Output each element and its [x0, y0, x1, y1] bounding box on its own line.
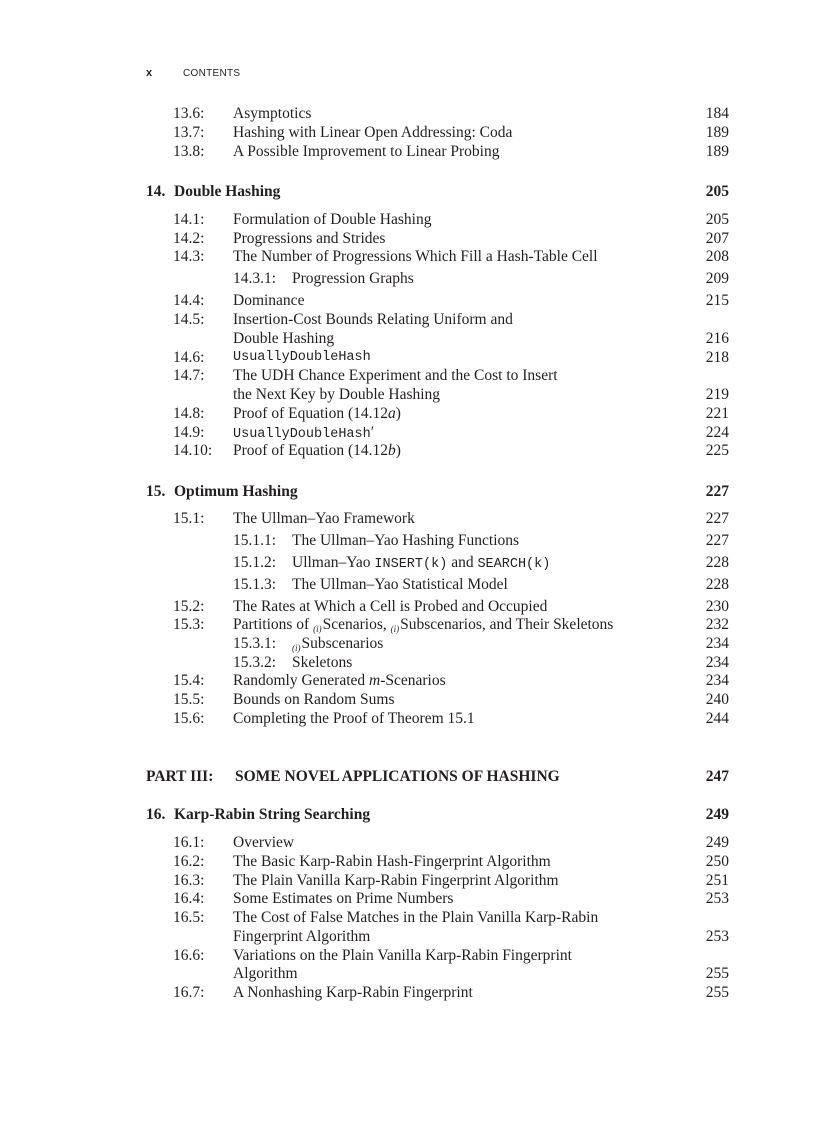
toc-entry-number: 16.6: [173, 947, 205, 964]
toc-entry-page: 189 [705, 143, 729, 160]
toc-entry-number: 13.6: [173, 105, 205, 122]
toc-entry-title-continued: the Next Key by Double Hashing [233, 386, 441, 403]
title-variable: b [387, 442, 396, 459]
toc-entry-number: 15.5: [173, 691, 205, 708]
toc-entry-number: 14.5: [173, 311, 205, 328]
chapter-number: 16. [146, 806, 166, 823]
toc-entry-13-6 [0, 104, 816, 123]
toc-entry-page: 227 [705, 532, 729, 549]
prime-mark: ′ [370, 424, 375, 441]
toc-entry-page: 216 [705, 330, 729, 347]
toc-entry-number: 14.9: [173, 424, 205, 441]
toc-entry-15-4 [0, 671, 816, 690]
toc-entry-number: 15.1.2: [233, 554, 277, 571]
toc-entry-title: Overview [233, 834, 295, 851]
toc-entry-page: 234 [705, 672, 729, 689]
toc-entry-number: 14.6: [173, 349, 205, 366]
toc-entry-14-3-1 [0, 269, 816, 288]
toc-entry-page: 221 [705, 405, 729, 422]
title-variable: m [369, 672, 381, 689]
toc-entry-title [233, 671, 446, 690]
toc-entry-13-8 [0, 142, 816, 161]
toc-chapter-14 [0, 182, 816, 201]
toc-entry-title: Progression Graphs [292, 270, 414, 287]
toc-entry-page: 244 [705, 710, 729, 727]
toc-entry-15-5 [0, 690, 816, 709]
chapter-title: Optimum Hashing [174, 483, 298, 500]
toc-entry-title: The Number of Progressions Which Fill a Hash-Table Cell [233, 248, 598, 265]
toc-entry-15-1-2 [0, 553, 816, 572]
toc-entry-page: 251 [705, 872, 729, 889]
toc-entry-title: The UDH Chance Experiment and the Cost to Insert [233, 367, 558, 384]
toc-entry-title: Bounds on Random Sums [233, 691, 395, 708]
toc-entry-title-continued: Fingerprint Algorithm [233, 928, 371, 945]
toc-entry-page: 228 [705, 576, 729, 593]
toc-entry-title: Completing the Proof of Theorem 15.1 [233, 710, 475, 727]
toc-entry-title: The Rates at Which a Cell is Probed and Occupied [233, 598, 548, 615]
toc-entry-title: Variations on the Plain Vanilla Karp-Rabin Fingerprint [233, 947, 572, 964]
toc-entry-title: The Ullman–Yao Hashing Functions [292, 532, 520, 549]
toc-entry-15-3-1 [0, 634, 816, 653]
toc-entry-number: 15.2: [173, 598, 205, 615]
toc-entry-14-7-cont [0, 385, 816, 404]
toc-entry-14-8 [0, 404, 816, 423]
toc-entry-page: 209 [705, 270, 729, 287]
toc-entry-16-2 [0, 852, 816, 871]
toc-entry-title: A Nonhashing Karp-Rabin Fingerprint [233, 984, 473, 1001]
toc-entry-number: 16.3: [173, 872, 205, 889]
toc-entry-page: 240 [705, 691, 729, 708]
title-text: Proof of Equation (14.12 [233, 405, 388, 422]
toc-entry-page: 249 [705, 834, 729, 851]
toc-entry-number: 13.8: [173, 143, 205, 160]
toc-entry-15-1-3 [0, 575, 816, 594]
chapter-page: 227 [705, 483, 729, 500]
toc-entry-16-5 [0, 908, 816, 927]
toc-entry-15-1 [0, 509, 816, 528]
title-text: Scenarios, [322, 616, 391, 633]
toc-entry-14-7 [0, 366, 816, 385]
toc-entry-title: Some Estimates on Prime Numbers [233, 890, 454, 907]
toc-entry-title: Skeletons [292, 654, 353, 671]
toc-entry-15-2 [0, 597, 816, 616]
toc-entry-title: A Possible Improvement to Linear Probing [233, 143, 500, 160]
toc-entry-number: 14.3: [173, 248, 205, 265]
toc-entry-15-1-1 [0, 531, 816, 550]
toc-entry-title-continued: Double Hashing [233, 330, 335, 347]
toc-entry-number: 16.4: [173, 890, 205, 907]
toc-entry-number: 14.1: [173, 211, 205, 228]
toc-entry-title: The Ullman–Yao Statistical Model [292, 576, 508, 593]
toc-entry-13-7 [0, 123, 816, 142]
part-title: SOME NOVEL APPLICATIONS OF HASHING [235, 768, 560, 785]
chapter-page: 205 [705, 183, 729, 200]
toc-entry-number: 15.4: [173, 672, 205, 689]
page-folio: x [146, 67, 153, 79]
chapter-title: Karp-Rabin String Searching [174, 806, 371, 823]
toc-entry-14-5-cont [0, 329, 816, 348]
toc-entry-number: 15.1.3: [233, 576, 277, 593]
toc-entry-14-2 [0, 229, 816, 248]
toc-chapter-16 [0, 805, 816, 824]
toc-entry-page: 208 [705, 248, 729, 265]
toc-entry-title: Progressions and Strides [233, 230, 386, 247]
toc-entry-page: 255 [705, 984, 729, 1001]
toc-entry-page: 228 [705, 554, 729, 571]
toc-entry-code-title: UsuallyDoubleHash [233, 427, 371, 442]
title-text: -Scenarios [380, 672, 446, 689]
toc-entry-code-title: UsuallyDoubleHash [233, 350, 371, 365]
presubscript: (i) [390, 624, 400, 634]
title-text: ) [395, 405, 401, 422]
toc-entry-number: 14.8: [173, 405, 205, 422]
toc-entry-number: 16.5: [173, 909, 205, 926]
toc-entry-15-6 [0, 709, 816, 728]
toc-entry-16-3 [0, 871, 816, 890]
chapter-number: 14. [146, 183, 166, 200]
toc-entry-title: Formulation of Double Hashing [233, 211, 432, 228]
toc-entry-16-5-cont [0, 927, 816, 946]
toc-entry-page: 234 [705, 635, 729, 652]
toc-entry-14-6 [0, 348, 816, 367]
toc-entry-page: 255 [705, 965, 729, 982]
toc-entry-page: 232 [705, 616, 729, 633]
code-insert: INSERT(k) [374, 557, 448, 572]
part-label: PART III: [146, 768, 214, 785]
toc-entry-title: Asymptotics [233, 105, 312, 122]
code-search: SEARCH(k) [477, 557, 551, 572]
title-text: Subscenarios [301, 635, 384, 652]
toc-entry-14-9 [0, 423, 816, 442]
title-text: Proof of Equation (14.12 [233, 442, 388, 459]
toc-entry-page: 218 [705, 349, 729, 366]
toc-entry-14-1 [0, 210, 816, 229]
toc-entry-number: 14.7: [173, 367, 205, 384]
toc-entry-title [233, 404, 401, 423]
toc-entry-14-4 [0, 291, 816, 310]
toc-entry-number: 15.6: [173, 710, 205, 727]
toc-entry-page: 215 [705, 292, 729, 309]
toc-entry-number: 16.2: [173, 853, 205, 870]
toc-entry-number: 15.3.1: [233, 635, 277, 652]
toc-entry-page: 184 [705, 105, 729, 122]
toc-entry-16-6 [0, 946, 816, 965]
toc-entry-14-5 [0, 310, 816, 329]
toc-chapter-15 [0, 482, 816, 501]
toc-entry-number: 14.3.1: [233, 270, 277, 287]
chapter-page: 249 [705, 806, 729, 823]
toc-entry-16-4 [0, 889, 816, 908]
toc-entry-title-continued: Algorithm [233, 965, 298, 982]
presubscript: (i) [313, 624, 322, 634]
title-text: Partitions of [233, 616, 314, 633]
toc-entry-number: 14.10: [173, 442, 213, 459]
toc-entry-title: The Plain Vanilla Karp-Rabin Fingerprint Algorithm [233, 872, 559, 889]
toc-entry-title: Hashing with Linear Open Addressing: Coda [233, 124, 513, 141]
toc-entry-page: 189 [705, 124, 729, 141]
running-head: CONTENTS [183, 68, 241, 79]
toc-entry-number: 15.1: [173, 510, 205, 527]
toc-entry-title [233, 441, 401, 460]
toc-entry-page: 225 [705, 442, 729, 459]
toc-entry-14-3 [0, 247, 816, 266]
title-variable: a [387, 405, 396, 422]
toc-entry-page: 224 [705, 424, 729, 441]
toc-entry-number: 15.1.1: [233, 532, 277, 549]
toc-entry-number: 15.3.2: [233, 654, 277, 671]
title-text: and [447, 554, 478, 571]
toc-entry-number: 16.1: [173, 834, 205, 851]
presubscript: (i) [292, 643, 301, 653]
toc-entry-page: 205 [705, 211, 729, 228]
toc-entry-title: Dominance [233, 292, 305, 309]
toc-entry-page: 234 [705, 654, 729, 671]
title-text: ) [395, 442, 401, 459]
toc-entry-number: 14.4: [173, 292, 205, 309]
toc-entry-16-1 [0, 833, 816, 852]
title-text: Randomly Generated [233, 672, 370, 689]
chapter-title: Double Hashing [174, 183, 281, 200]
toc-entry-number: 13.7: [173, 124, 205, 141]
toc-entry-number: 15.3: [173, 616, 205, 633]
toc-entry-title [292, 553, 550, 574]
toc-entry-15-3 [0, 615, 816, 634]
toc-entry-page: 253 [705, 928, 729, 945]
toc-entry-title: Insertion-Cost Bounds Relating Uniform and [233, 311, 513, 328]
toc-part-3 [0, 767, 816, 786]
title-text: Subscenarios, and Their Skeletons [400, 616, 614, 633]
toc-entry-15-3-2 [0, 653, 816, 672]
toc-entry-16-6-cont [0, 964, 816, 983]
toc-entry-page: 207 [705, 230, 729, 247]
toc-entry-page: 230 [705, 598, 729, 615]
toc-entry-title: The Ullman–Yao Framework [233, 510, 415, 527]
part-page: 247 [705, 768, 729, 785]
toc-entry-page: 253 [705, 890, 729, 907]
toc-entry-14-10 [0, 441, 816, 460]
toc-entry-number: 14.2: [173, 230, 205, 247]
toc-entry-page: 227 [705, 510, 729, 527]
toc-entry-page: 219 [705, 386, 729, 403]
toc-entry-title: The Cost of False Matches in the Plain Vanilla Karp-Rabin [233, 909, 599, 926]
toc-entry-title: The Basic Karp-Rabin Hash-Fingerprint Algorithm [233, 853, 551, 870]
toc-entry-page: 250 [705, 853, 729, 870]
chapter-number: 15. [146, 483, 166, 500]
toc-entry-number: 16.7: [173, 984, 205, 1001]
toc-entry-16-7 [0, 983, 816, 1002]
title-text: Ullman–Yao [292, 554, 375, 571]
